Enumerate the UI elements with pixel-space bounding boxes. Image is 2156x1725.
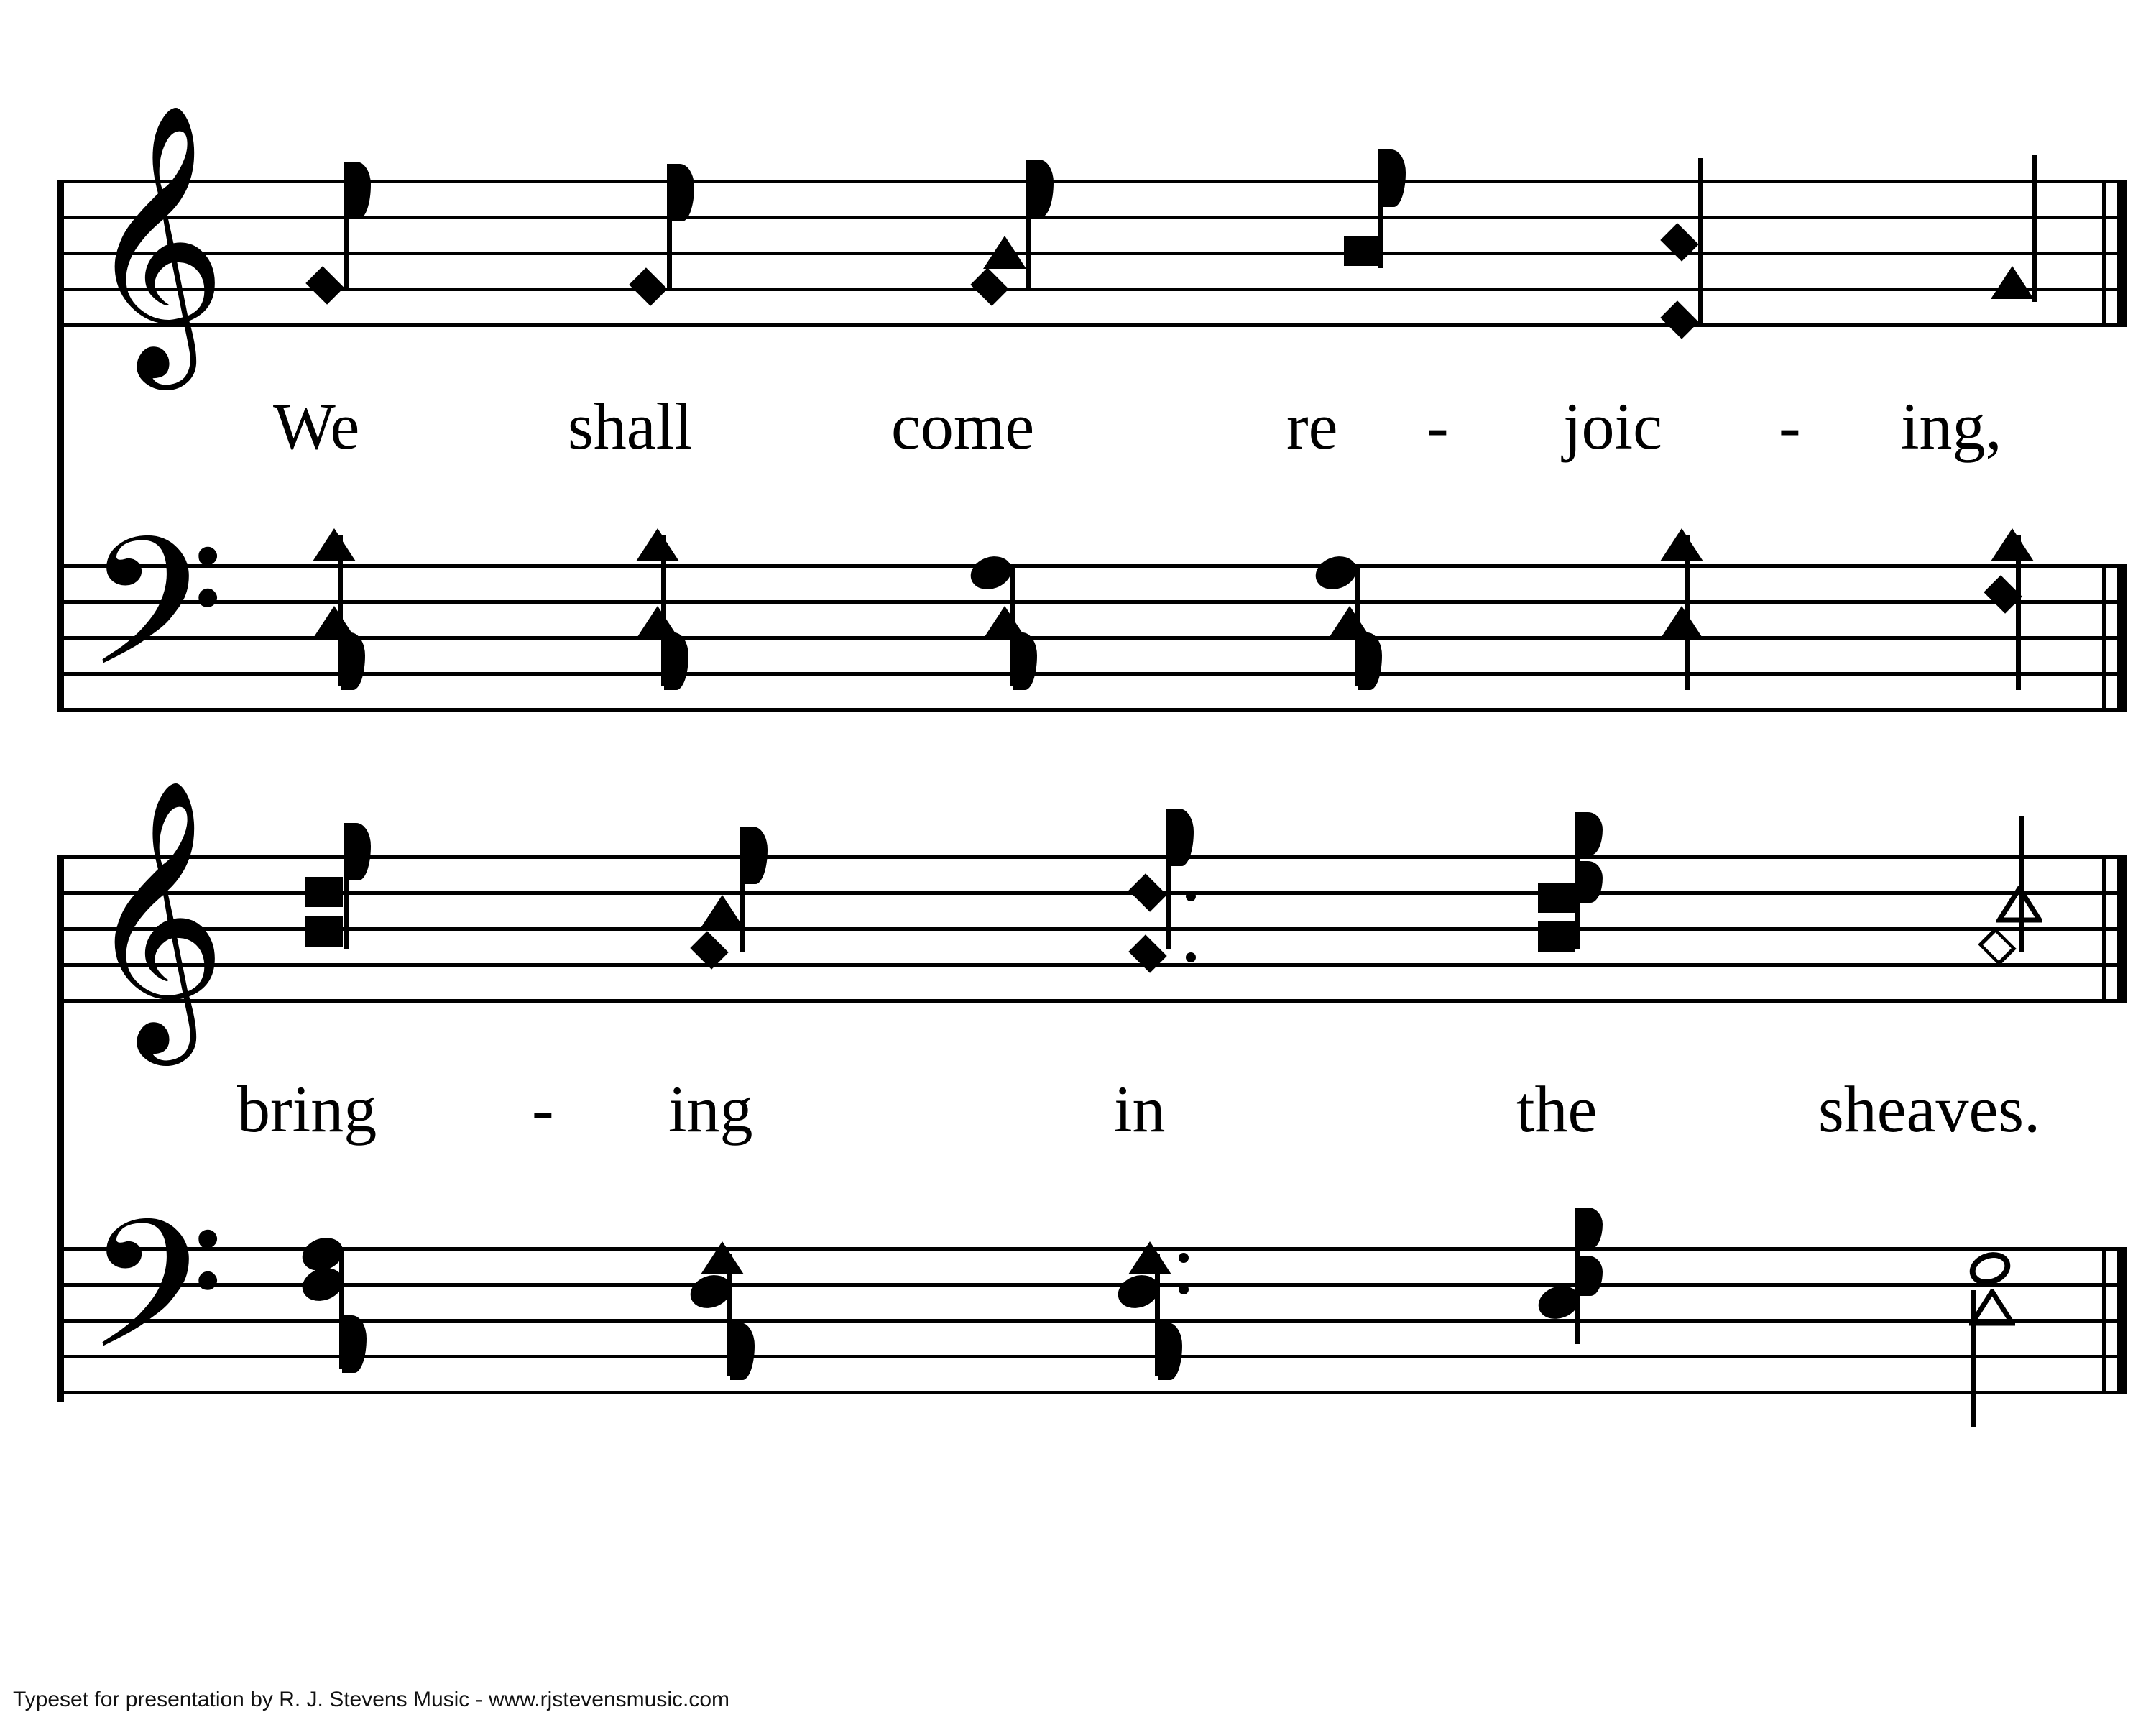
- footer-credit: Typeset for presentation by R. J. Stevens Music - www.rjstevensmusic.com: [13, 1688, 730, 1711]
- barline-final: [2117, 564, 2127, 712]
- lyric-word: shall: [568, 390, 693, 463]
- lyric-line-2: [57, 1071, 2127, 1150]
- open-triangle-icon: [1969, 1289, 2015, 1326]
- staff-line: [57, 600, 2127, 604]
- staff-line: [57, 1355, 2127, 1358]
- staff-line: [57, 564, 2127, 568]
- augmentation-dot: [1179, 1284, 1189, 1294]
- lyric-word: We: [273, 390, 360, 463]
- staff-line: [57, 672, 2127, 676]
- barline: [2102, 855, 2106, 1003]
- barline-final: [2117, 1247, 2127, 1394]
- open-triangle-notehead: [1975, 886, 2061, 920]
- lyric-word: the: [1516, 1072, 1598, 1146]
- staff-line: [57, 636, 2127, 640]
- staff-line: [57, 1283, 2127, 1287]
- staff-line: [57, 927, 2127, 931]
- staff-line: [57, 963, 2127, 967]
- lyric-hyphen: -: [532, 1072, 554, 1146]
- augmentation-dot: [1179, 1253, 1189, 1263]
- staff-line: [57, 216, 2127, 219]
- staff-line: [57, 1247, 2127, 1251]
- staff-line: [57, 1319, 2127, 1322]
- barline: [2102, 564, 2106, 712]
- staff-line: [57, 288, 2127, 291]
- barline-final: [2117, 855, 2127, 1003]
- staff-line: [57, 999, 2127, 1003]
- augmentation-dot: [1186, 952, 1196, 962]
- staff-treble-2: [57, 777, 2127, 1053]
- bass-clef-icon: 𝄢: [86, 1182, 225, 1432]
- barline-final: [2117, 180, 2127, 327]
- staff-bass-2: [57, 1182, 2127, 1432]
- staff-line: [57, 323, 2127, 327]
- lyric-word: come: [891, 390, 1035, 463]
- lyric-word: re: [1286, 390, 1338, 463]
- lyric-word: bring: [237, 1072, 377, 1146]
- staff-line: [57, 891, 2127, 895]
- lyric-word: ing: [668, 1072, 753, 1146]
- lyric-hyphen: -: [1779, 390, 1801, 463]
- barline: [2102, 180, 2106, 327]
- staff-line: [57, 708, 2127, 712]
- bass-clef-icon: 𝄢: [86, 499, 225, 750]
- staff-line: [57, 252, 2127, 255]
- lyric-word: joic: [1563, 390, 1662, 463]
- lyric-hyphen: -: [1427, 390, 1449, 463]
- lyric-word: ing,: [1901, 390, 2002, 463]
- augmentation-dot: [1186, 891, 1196, 901]
- treble-clef-icon: 𝄞: [86, 101, 227, 377]
- staff-bass-1: [57, 499, 2127, 750]
- lyric-word: sheaves.: [1818, 1072, 2041, 1146]
- staff-line: [57, 1391, 2127, 1394]
- lyric-word: in: [1114, 1072, 1166, 1146]
- staff-treble-1: [57, 101, 2127, 377]
- lyric-line-1: [57, 388, 2127, 467]
- barline: [2102, 1247, 2106, 1394]
- open-triangle-notehead: [1969, 1289, 2012, 1323]
- treble-clef-icon: 𝄞: [86, 777, 227, 1053]
